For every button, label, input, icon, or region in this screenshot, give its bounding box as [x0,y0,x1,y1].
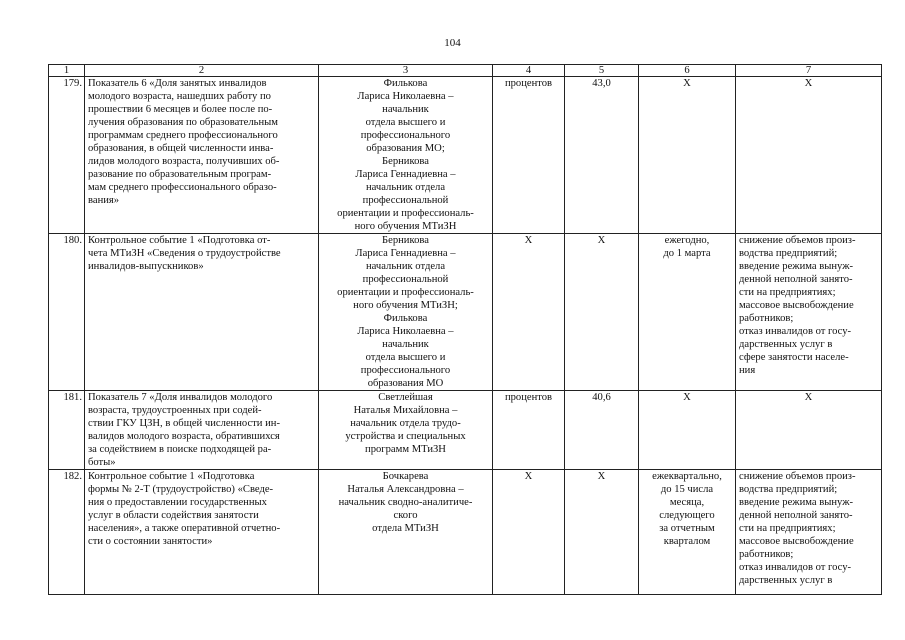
row-number: 180. [49,234,85,391]
row-unit: процентов [493,77,565,234]
row-number: 181. [49,391,85,470]
row-responsible: Светлейшая Наталья Михайловна – начальник отдела трудо- устройства и специальных программ МТиЗН [319,391,493,470]
page-number: 104 [444,37,461,49]
row-value: 40,6 [565,391,639,470]
row-period: ежегодно, до 1 марта [639,234,736,391]
column-header: 7 [736,65,882,77]
column-header: 1 [49,65,85,77]
row-number: 182. [49,470,85,595]
row-risks: снижение объемов произ- водства предприятий; введение режима вынуж- денной неполной занято- сти на предприятиях; массовое высвобождение работников; отказ инвалидов от госу- дарственных услуг в [736,470,882,595]
table-row [49,391,882,470]
table-row [49,470,882,595]
column-header: 2 [85,65,319,77]
row-responsible: Бочкарева Наталья Александровна – начальник сводно-аналитиче- ского отдела МТиЗН [319,470,493,595]
column-header: 5 [565,65,639,77]
row-unit: Х [493,234,565,391]
row-number: 179. [49,77,85,234]
row-unit: Х [493,470,565,595]
row-risks: Х [736,77,882,234]
column-header: 4 [493,65,565,77]
table-row [49,77,882,234]
plan-table [48,64,882,595]
row-period: Х [639,391,736,470]
row-description: Показатель 6 «Доля занятых инвалидов молодого возраста, нашедших работу по прошествии 6 месяцев и более после по- лучения образования по образовательным программам среднего профессионального образования, в общей численности инва- лидов молодого возраста, получивших об- разование по образовательным програм- мам среднего профессионального образо- вания» [85,77,319,234]
header-row [49,65,882,77]
row-unit: процентов [493,391,565,470]
row-responsible: Берникова Лариса Геннадиевна – начальник отдела профессиональной ориентации и профессиональ- ного обучения МТиЗН; Филькова Лариса Николаевна – начальник отдела высшего и профессионального образования МО [319,234,493,391]
column-header: 3 [319,65,493,77]
row-value: Х [565,470,639,595]
row-responsible: Филькова Лариса Николаевна – начальник отдела высшего и профессионального образования МО; Берникова Лариса Геннадиевна – начальник отдела профессиональной ориентации и профессиональ- ного обучения МТиЗН [319,77,493,234]
row-period: Х [639,77,736,234]
table-row [49,234,882,391]
row-value: 43,0 [565,77,639,234]
row-risks: снижение объемов произ- водства предприятий; введение режима вынуж- денной неполной занято- сти на предприятиях; массовое высвобождение работников; отказ инвалидов от госу- дарственных услуг в сфере занятости населе- ния [736,234,882,391]
row-description: Контрольное событие 1 «Подготовка формы № 2-Т (трудоустройство) «Сведе- ния о предоставлении государственных услуг в области содействия занятости населения», а также оперативной отчетно- сти о состоянии занятости» [85,470,319,595]
row-period: ежеквартально, до 15 числа месяца, следующего за отчетным кварталом [639,470,736,595]
row-description: Показатель 7 «Доля инвалидов молодого возраста, трудоустроенных при содей- ствии ГКУ ЦЗН, в общей численности ин- валидов молодого возраста, обратившихся за содействием в поиске подходящей ра- боты» [85,391,319,470]
row-risks: Х [736,391,882,470]
row-description: Контрольное событие 1 «Подготовка от- чета МТиЗН «Сведения о трудоустройстве инвалидов-выпускников» [85,234,319,391]
column-header: 6 [639,65,736,77]
row-value: Х [565,234,639,391]
